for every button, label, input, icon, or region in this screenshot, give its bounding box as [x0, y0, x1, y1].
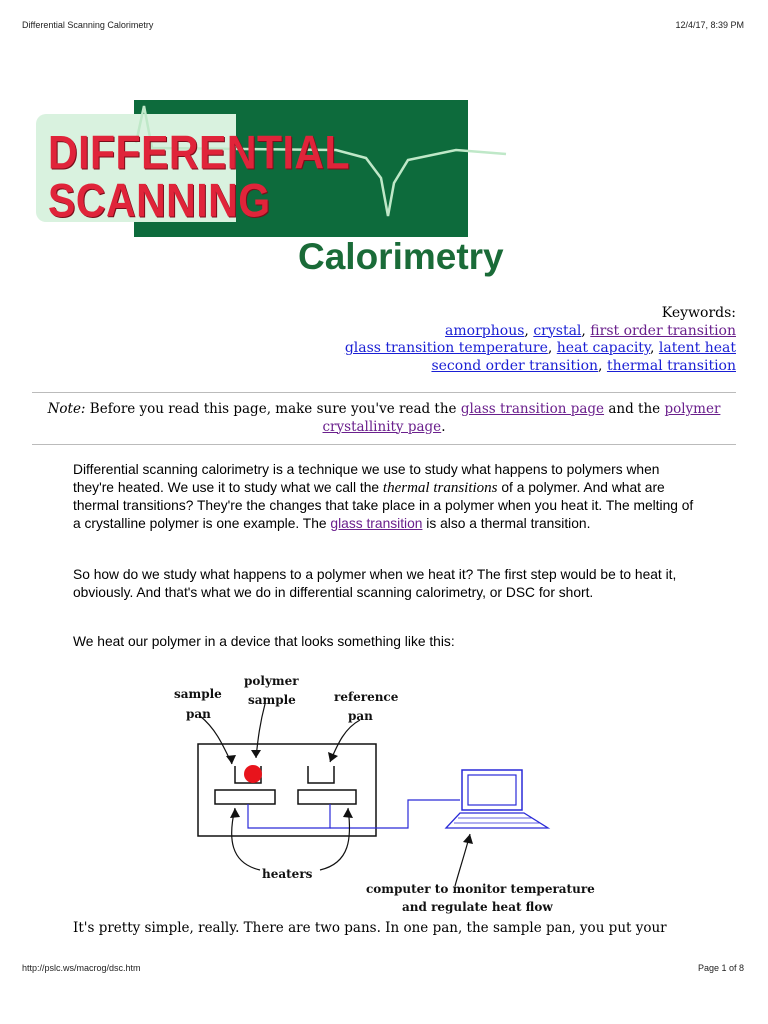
reference-heater: [298, 790, 356, 804]
keyword-link-second-order-transition[interactable]: second order transition: [431, 357, 599, 374]
intro-paragraph: [73, 461, 700, 532]
note-text-2: and the: [608, 401, 661, 417]
p3-text: We heat our polymer in a device that looks something like this:: [73, 634, 455, 649]
wire-connection: [248, 804, 330, 828]
banner-subtitle: Calorimetry: [298, 236, 504, 277]
keyword-link-amorphous[interactable]: amorphous: [445, 322, 525, 339]
polymer-sample-dot: [244, 765, 262, 783]
arrow-polymer-sample: [256, 704, 265, 758]
print-page-number: Page 1 of 8: [697, 963, 744, 973]
keyword-link-latent-heat[interactable]: latent heat: [658, 340, 736, 356]
p1-text-a: Differential scanning calorimetry is a technique we use to study what happens to polymers when they're heated. We use it to study what we call the: [73, 462, 660, 495]
p1-text-c: is also a thermal transition.: [426, 515, 591, 531]
label-sample-pan-2: pan: [186, 707, 211, 721]
banner-title-line2: SCANNING: [48, 174, 271, 227]
divider-top: [32, 392, 736, 393]
banner-title-line1: DIFFERENTIAL: [48, 126, 351, 179]
p1-emphasis: thermal transitions: [382, 479, 498, 496]
sample-heater: [215, 790, 275, 804]
note-text-1: Before you read this page, make sure you've read the: [89, 401, 457, 417]
reference-pan: [308, 766, 334, 783]
divider-bottom: [32, 444, 736, 445]
print-datetime: 12/4/17, 8:39 PM: [675, 20, 744, 30]
keyword-link-heat-capacity[interactable]: heat capacity: [556, 340, 650, 356]
title-banner: [36, 98, 530, 288]
computer-icon: [446, 770, 548, 828]
polymer-crystallinity-page-link[interactable]: polymer crystallinity page: [322, 401, 721, 435]
paragraph-3: [73, 633, 700, 651]
p1-text-b: of a polymer. And what are thermal transitions? They're the changes that take place in a polymer when you heat it. The melting of a crystalline polymer is one example. The: [73, 479, 694, 531]
label-reference-2: pan: [348, 709, 373, 723]
keyword-link-thermal-transition[interactable]: thermal transition: [606, 357, 736, 374]
arrow-heaters-right: [320, 808, 350, 870]
p4-text: It's pretty simple, really. There are two pans. In one pan, the sample pan, you put your: [73, 920, 667, 936]
glass-transition-link[interactable]: glass transition: [330, 515, 423, 531]
label-heaters: heaters: [262, 867, 313, 881]
keyword-link-glass-transition-temperature[interactable]: glass transition temperature: [344, 340, 548, 356]
label-polymer-2: sample: [248, 693, 296, 707]
print-footer: [22, 963, 744, 973]
prerequisite-note: [38, 401, 730, 436]
label-computer-2: and regulate heat flow: [402, 900, 553, 914]
paragraph-2: [73, 566, 700, 601]
label-reference-1: reference: [334, 690, 399, 704]
note-label: Note:: [47, 401, 86, 417]
label-polymer-1: polymer: [244, 674, 299, 688]
glass-transition-page-link[interactable]: glass transition page: [460, 401, 605, 417]
keyword-link-first-order-transition[interactable]: first order transition: [590, 322, 736, 339]
print-header: [22, 20, 744, 30]
p2-text: So how do we study what happens to a polymer when we heat it? The first step would be to heat it, obviously. And that's what we do in differential scanning calorimetry, or DSC for short.: [73, 567, 677, 600]
label-sample-pan-1: sample: [174, 687, 222, 701]
keyword-link-crystal[interactable]: crystal: [533, 322, 582, 339]
print-title: Differential Scanning Calorimetry: [22, 20, 154, 30]
keywords-block: Keywords: amorphous, crystal, first order transition glass transition temperature, heat capacity, latent heat second order transition, thermal transition: [344, 305, 736, 374]
note-text-3: .: [441, 418, 446, 435]
dsc-apparatus-diagram: [160, 668, 620, 918]
print-url: http://pslc.ws/macrog/dsc.htm: [22, 963, 141, 973]
keywords-label: Keywords:: [661, 305, 736, 321]
paragraph-4: [73, 920, 700, 938]
label-computer-1: computer to monitor temperature: [366, 882, 595, 896]
